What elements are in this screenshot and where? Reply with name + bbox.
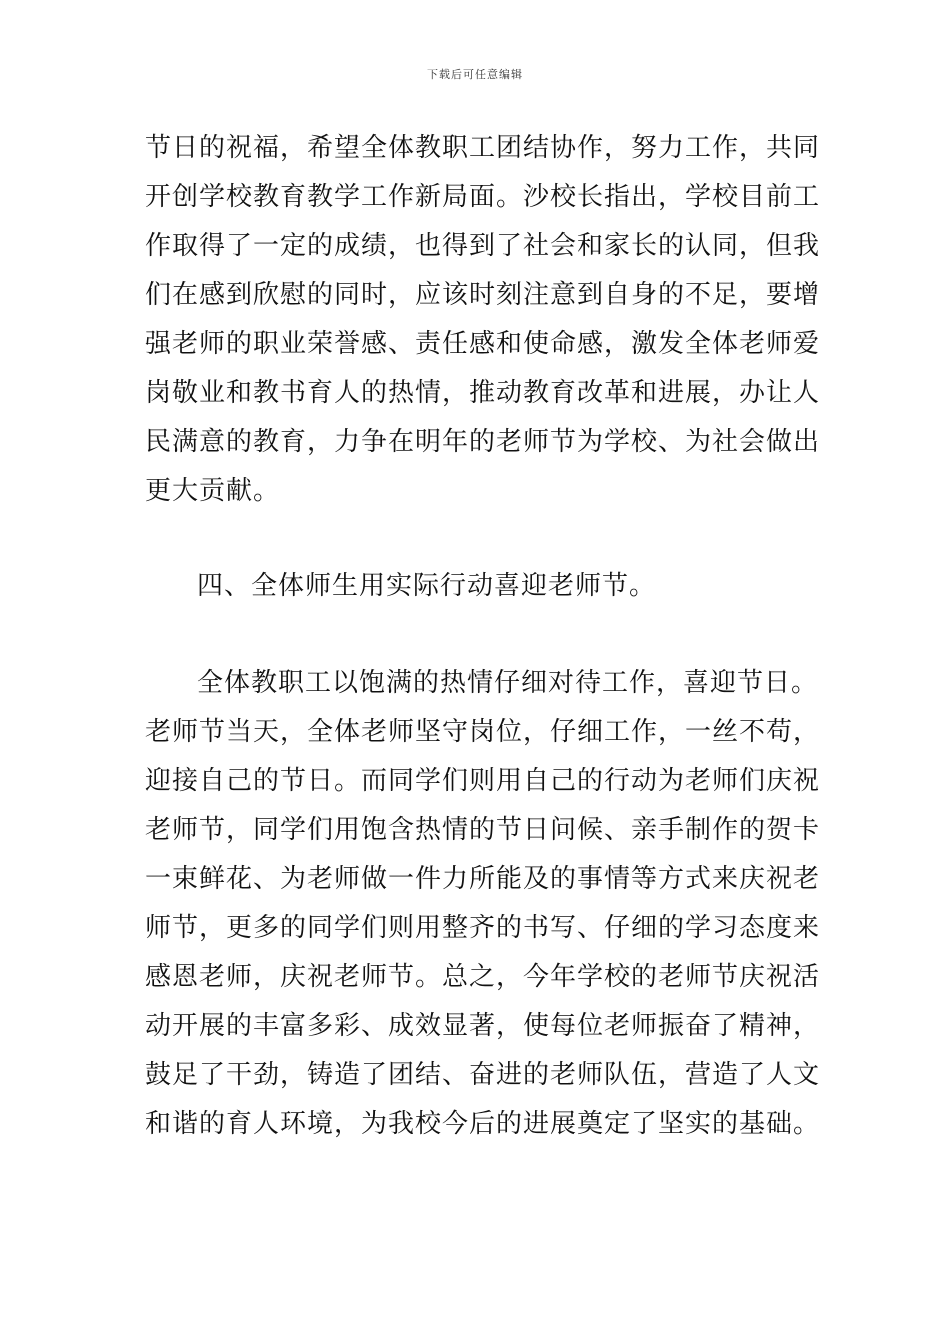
text-line: 岗敬业和教书育人的热情，推动教育改革和进展，办让人 — [145, 378, 821, 408]
text-line: 鼓足了干劲，铸造了团结、奋进的老师队伍，营造了人文 — [145, 1060, 821, 1090]
text-line: 们在感到欣慰的同时，应该时刻注意到自身的不足，要增 — [145, 280, 821, 310]
text-line: 老师节，同学们用饱含热情的节日问候、亲手制作的贺卡 — [145, 815, 821, 845]
text-line: 开创学校教育教学工作新局面。沙校长指出，学校目前工 — [145, 182, 821, 212]
section-heading-text: 四、全体师生用实际行动喜迎老师节。 — [197, 571, 657, 601]
text-line: 更大贡献。 — [145, 476, 281, 506]
text-line: 感恩老师，庆祝老师节。总之，今年学校的老师节庆祝活 — [145, 962, 821, 992]
text-line: 一束鲜花、为老师做一件力所能及的事情等方式来庆祝老 — [145, 864, 821, 894]
paragraph-closing-remarks — [145, 124, 821, 516]
text-line: 老师节当天，全体老师坚守岗位，仔细工作，一丝不苟， — [145, 717, 821, 747]
paragraph-spacer — [145, 516, 810, 562]
text-line: 全体教职工以饱满的热情仔细对待工作，喜迎节日。 — [197, 668, 819, 698]
page-header-note: 下载后可任意编辑 — [427, 68, 523, 81]
document-body — [145, 124, 821, 1149]
text-line: 强老师的职业荣誉感、责任感和使命感，激发全体老师爱 — [145, 329, 821, 359]
text-line: 动开展的丰富多彩、成效显著，使每位老师振奋了精神， — [145, 1011, 821, 1041]
text-line: 师节，更多的同学们则用整齐的书写、仔细的学习态度来 — [145, 913, 821, 943]
paragraph-spacer — [145, 611, 810, 659]
section-heading — [145, 562, 810, 611]
text-line: 作取得了一定的成绩，也得到了社会和家长的认同，但我 — [145, 231, 821, 261]
text-line: 和谐的育人环境，为我校今后的进展奠定了坚实的基础。 — [145, 1109, 821, 1139]
text-line: 节日的祝福，希望全体教职工团结协作，努力工作，共同 — [145, 133, 821, 163]
text-line: 迎接自己的节日。而同学们则用自己的行动为老师们庆祝 — [145, 766, 821, 796]
paragraph-celebration — [145, 659, 821, 1149]
text-line: 民满意的教育，力争在明年的老师节为学校、为社会做出 — [145, 427, 821, 457]
